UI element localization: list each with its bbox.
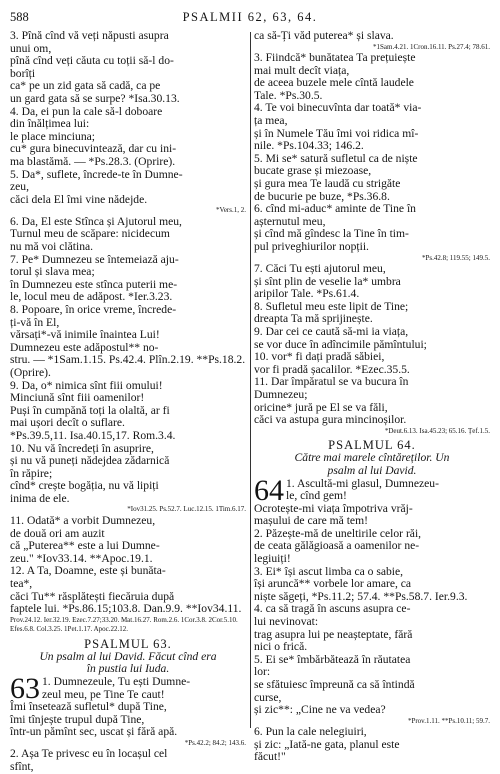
verse-line: oricine* jură pe El se va făli,	[254, 400, 388, 414]
verse-line: de ceata gălăgioasă a oamenilor ne-	[254, 539, 420, 553]
cross-reference: *Prov.1.11. **Ps.10.11; 59.7.	[407, 716, 490, 725]
verse-line: 3. Ei* își ascut limba ca o sabie,	[254, 564, 404, 578]
verse-line: 1. Ascultă-mi glasul, Dumnezeu-	[286, 476, 439, 490]
psalm-heading: PSALMUL 63.	[84, 636, 172, 651]
verse-line: într-un pămînt sec, uscat și fără apă.	[10, 725, 178, 739]
cross-reference: *Vers.1, 2.	[216, 206, 246, 215]
verse-line: se vor duce în adîncimile pămîntului;	[254, 337, 427, 351]
verse-line: în răpire;	[10, 466, 53, 480]
verse-line: 10. Nu vă încredeți în asuprire,	[10, 441, 154, 455]
verse-line: ca* pe un zid gata să cadă, ca pe	[10, 79, 161, 93]
psalm-opening	[10, 671, 246, 705]
verse-line: zeu." *Iov33.14. **Apoc.19.1.	[10, 551, 153, 565]
opening-verse	[254, 473, 490, 507]
verse-line: 10. vor* fi dați pradă săbiei,	[254, 350, 385, 364]
verse-line: bucate grase și miezoase,	[254, 164, 372, 178]
verse-line: 6. cînd mi-aduc* aminte de Tine în	[254, 202, 416, 216]
verse-line: 3. Pînă cînd vă veți năpusti asupra	[10, 29, 169, 42]
verse-line: tea*,	[10, 576, 33, 590]
verse-line: torul și slava mea;	[10, 265, 95, 279]
verse-line: și sînt plin de veselie la* umbra	[254, 274, 401, 288]
verse-line: 1. Dumnezeule, Tu ești Dumne-	[42, 674, 191, 688]
verse-line: Ocrotește-mi viața împotriva vrăj-	[254, 501, 413, 515]
verse-line: 5. Da*, suflete, încrede-te în Dumne-	[10, 167, 183, 181]
verse-line: sfînt,	[10, 759, 34, 773]
verse-line: pînă cînd veți căuta cu toții să-l do-	[10, 54, 174, 68]
cross-reference: *Ps.42.2; 84.2; 143.6.	[184, 738, 246, 747]
left-column	[10, 29, 246, 773]
verse-line: 5. Ei se* îmbărbătează în răutatea	[254, 652, 411, 666]
verse-line: nici o frică.	[254, 640, 308, 654]
verse-line: lui nevinovat:	[254, 615, 319, 629]
verse-line: 11. Odată* a vorbit Dumnezeu,	[10, 513, 156, 527]
verse-line: 7. Căci Tu ești ajutorul meu,	[254, 262, 386, 276]
verse-line: mai ușori decît o suflare.	[10, 416, 125, 430]
verse-line: 8. Sufletul meu este lipit de Tine;	[254, 299, 409, 313]
verse-line: îmi tînjește trupul după Tine,	[10, 712, 145, 726]
verse-line: că „Puterea** este a lui Dumne-	[10, 539, 160, 553]
verse-line: aripilor Tale. *Ps.61.4.	[254, 287, 360, 301]
verse-line: se sfătuiesc împreună ca să întindă	[254, 678, 415, 691]
verse-line: le place minciuna;	[10, 129, 95, 143]
verse-line: și zic: „Iată-ne gata, planul este	[254, 737, 400, 751]
verse-line: căci dela El îmi vine nădejde.	[10, 192, 148, 206]
verse-line: își aruncă** vorbele lor amare, ca	[254, 577, 412, 591]
verse-line: 3. Fiindcă* bunătatea Ta prețuiește	[254, 51, 416, 65]
verse-line: și zic**: „Cine ne va vedea?	[254, 703, 386, 717]
verse-line: unui om,	[10, 41, 52, 55]
verse-line: lor:	[254, 665, 271, 679]
verse-line: zeu,	[10, 180, 29, 194]
verse-line: ma blastămă. — *Ps.28.3. (Oprire).	[10, 154, 176, 168]
verse-line: nile. *Ps.104.33; 146.2.	[254, 139, 364, 153]
verse-line: și gura mea Te laudă cu strigăte	[254, 177, 401, 191]
cross-reference: *1Sam.4.21. 1Cron.16.11. Ps.27.4; 78.61.	[373, 42, 490, 51]
text-block	[10, 748, 246, 773]
verse-line: le, cînd gem!	[286, 489, 347, 503]
text-block	[254, 30, 490, 43]
verse-line: cu* gura binecuvintează, dar cu ini-	[10, 142, 177, 156]
verse-line: de bucurie pe buze, *Ps.36.8.	[254, 189, 390, 203]
verse-line: Dumnezeu este adăpostul** no-	[10, 340, 159, 354]
running-title: PSALMII 62, 63, 64.	[182, 10, 318, 24]
verse-line: din înălțimea lui:	[10, 117, 90, 131]
verse-line: borîți	[10, 66, 36, 80]
verse-line: Îmi însetează sufletul* după Tine,	[10, 700, 167, 714]
text-block	[10, 216, 246, 506]
verse-line: vărsați*-vă inimile înaintea Lui!	[10, 328, 160, 342]
psalm-opening	[254, 473, 490, 507]
verse-line: 9. Dar cei ce caută să-mi ia viața,	[254, 325, 409, 339]
opening-verse	[10, 671, 246, 705]
psalm-number-drop-cap: 64	[254, 473, 284, 507]
verse-line: (Oprire).	[10, 365, 51, 379]
column-divider	[250, 32, 251, 728]
verse-line: Minciună sînt fiii oamenilor!	[10, 391, 145, 405]
verse-line: 6. Pun la cale nelegiuiri,	[254, 725, 367, 739]
verse-line: așternutul meu,	[254, 214, 326, 228]
verse-line: și cînd mă gîndesc la Tine în tim-	[254, 227, 409, 241]
psalm-superscription	[10, 651, 246, 676]
verse-line: 6. Da, El este Stînca și Ajutorul meu,	[10, 214, 182, 228]
text-block	[10, 515, 246, 616]
verse-line: ța mea,	[254, 114, 288, 128]
verse-line: curse,	[254, 690, 282, 704]
verse-line: inima de ele.	[10, 491, 70, 505]
verse-line: 4. Da, ei pun la cale să-l doboare	[10, 104, 163, 118]
verse-line: le, locul meu de adăpost. *Ier.3.23.	[10, 290, 173, 304]
verse-line: ți-vă în El,	[10, 315, 60, 329]
verse-line: Tale. *Ps.30.5.	[254, 88, 323, 102]
verse-line: căci va astupa gura mincinoșilor.	[254, 413, 407, 427]
verse-line: trag asupra lui pe neașteptate, fără	[254, 627, 413, 641]
verse-line: Către mai marele cîntăreților. Un	[294, 451, 450, 465]
verse-line: Turnul meu de scăpare: nicidecum	[10, 227, 170, 241]
verse-line: psalm al lui David.	[327, 463, 417, 477]
verse-line: dreapta Ta mă sprijinește.	[254, 312, 373, 326]
verse-line: Un psalm al lui David. Făcut cînd era	[39, 649, 217, 663]
verse-line: faptele lui. *Ps.86.15;103.8. Dan.9.9. **Iov34.11.	[10, 602, 242, 616]
cross-reference: *Ps.42.8; 119.55; 149.5.	[422, 253, 490, 262]
page-header	[10, 10, 490, 28]
verse-line: 11. Dar împăratul se va bucura în	[254, 375, 409, 389]
two-column-body	[10, 29, 490, 773]
verse-line: 8. Popoare, în orice vreme, încrede-	[10, 302, 177, 316]
cross-reference: *Iov31.25. Ps.52.7. Luc.12.15. 1Tim.6.17.	[127, 505, 246, 514]
text-block	[254, 726, 490, 764]
verse-line: făcut!"	[254, 750, 286, 764]
page-number: 588	[10, 10, 29, 24]
verse-line: zeul meu, pe Tine Te caut!	[42, 687, 165, 701]
verse-line: căci Tu** răsplătești fiecăruia după	[10, 589, 175, 603]
verse-line: 5. Mi se* satură sufletul ca de niște	[254, 151, 418, 165]
text-block	[10, 30, 246, 206]
verse-line: mai mult decît viața,	[254, 63, 350, 77]
verse-line: ca să-Ți văd puterea* și slava.	[254, 29, 394, 42]
verse-line: 4. Te voi binecuvînta dar toată* via-	[254, 101, 422, 115]
cross-reference: Prov.24.12. Ier.32.19. Ezec.7.27;33.20. Mat.16.27. Rom.2.6. 1Cor.3.8. 2Cor.5.10. Efes.6.8. Col.3.25. 1Pet.1.17. Apoc.22.12.	[10, 615, 238, 634]
text-block	[254, 263, 490, 427]
verse-line: și nu vă puneți nădejdea zădarnică	[10, 454, 170, 468]
verse-line: 2. Păzește-mă de uneltirile celor răi,	[254, 526, 422, 540]
right-column	[254, 29, 490, 764]
verse-line: vor fi pradă șacalilor. *Ezec.35.5.	[254, 362, 410, 376]
verse-line: nu mă voi clătina.	[10, 240, 94, 253]
verse-line: 12. A Ta, Doamne, este și bunăta-	[10, 564, 166, 578]
psalm-superscription	[254, 452, 490, 477]
verse-line: mașului de care mă tem!	[254, 514, 368, 528]
psalm-heading: PSALMUL 64.	[328, 438, 416, 453]
verse-line: în Dumnezeu este stînca puterii me-	[10, 277, 178, 291]
psalm-number-drop-cap: 63	[10, 671, 40, 705]
text-block	[254, 52, 490, 254]
verse-line: de două ori am auzit	[10, 526, 105, 540]
verse-line: și în Numele Tău îmi voi ridica mî-	[254, 126, 419, 140]
cross-reference: *Deut.6.13. Isa.45.23; 65.16. Țef.1.5.	[384, 426, 490, 435]
verse-line: 4. ca să tragă în ascuns asupra ce-	[254, 602, 411, 616]
verse-line: Dumnezeu;	[254, 388, 308, 402]
verse-line: *Ps.39.5,11. Isa.40.15,17. Rom.3.4.	[10, 428, 176, 442]
bible-page	[10, 10, 490, 773]
verse-line: niște săgeți, *Ps.11.2; 57.4. **Ps.58.7. Ier.9.3.	[254, 589, 468, 603]
text-block	[254, 503, 490, 717]
verse-line: 7. Pe* Dumnezeu se întemeiază aju-	[10, 252, 179, 266]
verse-line: de aceea buzele mele cîntă laudele	[254, 76, 414, 90]
verse-line: legiuiți!	[254, 552, 291, 566]
verse-line: pul priveghiurilor nopții.	[254, 240, 369, 253]
text-block	[10, 701, 246, 739]
verse-line: în pustia lui Iuda.	[86, 662, 170, 676]
verse-line: un gard gata să se surpe? *Isa.30.13.	[10, 91, 180, 105]
verse-line: cînd* crește bogăția, nu vă lipiți	[10, 479, 159, 493]
verse-line: 9. Da, o* nimica sînt fiii omului!	[10, 378, 163, 392]
verse-line: 2. Așa Te privesc eu în locașul cel	[10, 747, 168, 761]
verse-line: Puși în cumpănă toți la olaltă, ar fi	[10, 403, 170, 417]
verse-line: stru. — *1Sam.1.15. Ps.42.4. Plîn.2.19. **Ps.18.2.	[10, 353, 246, 367]
